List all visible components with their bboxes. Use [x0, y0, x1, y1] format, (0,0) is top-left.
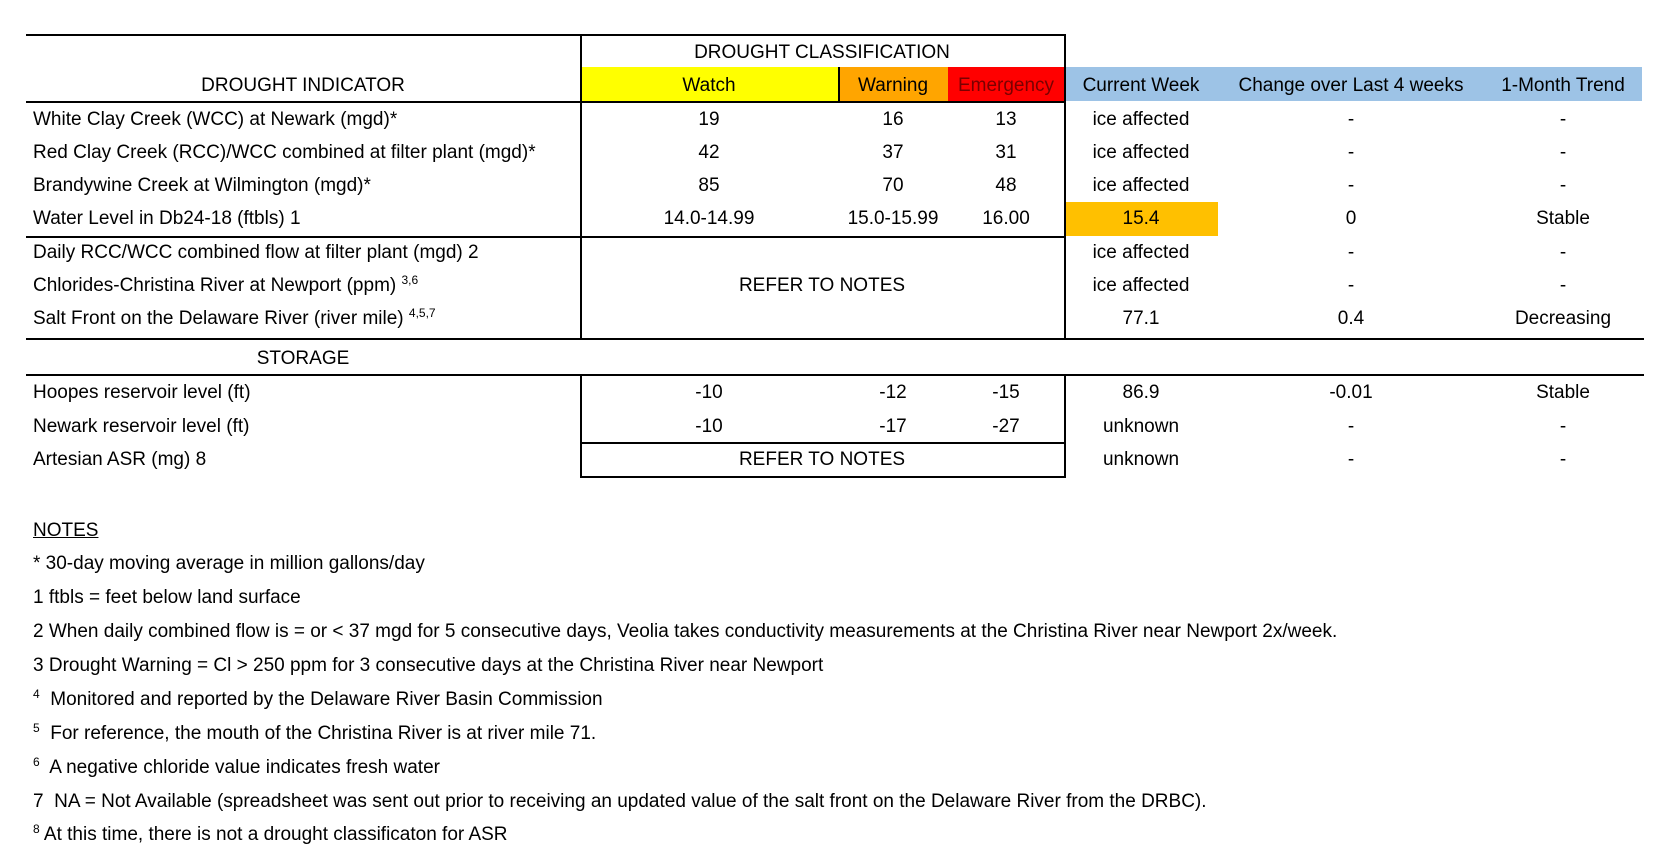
indicator-label: Brandywine Creek at Wilmington (mgd)* — [33, 175, 371, 196]
rule-asr-bottom — [580, 476, 1066, 478]
warning-value: 15.0-15.99 — [847, 208, 939, 229]
storage-label: Newark reservoir level (ft) — [33, 416, 250, 437]
rule-class-left-top — [580, 34, 582, 338]
rule-header-bottom — [26, 101, 1066, 103]
rule-class-right-top — [1064, 34, 1066, 338]
emergency-header: Emergency — [957, 75, 1055, 96]
storage-label: Hoopes reservoir level (ft) — [33, 382, 251, 403]
refer-to-notes: REFER TO NOTES — [738, 275, 906, 296]
warning-value: 37 — [882, 142, 904, 163]
current-value: unknown — [1102, 449, 1180, 470]
note-item: 3 Drought Warning = Cl > 250 ppm for 3 consecutive days at the Christina River near Newport — [33, 655, 824, 676]
rule-asr-top — [580, 442, 1066, 444]
storage-header: STORAGE — [256, 348, 350, 369]
refer-to-notes-storage: REFER TO NOTES — [738, 449, 906, 470]
trend-value: - — [1559, 242, 1567, 263]
note-item: 7 NA = Not Available (spreadsheet was sent out prior to receiving an updated value of the salt front on the Delaware River from the DRBC). — [33, 791, 1207, 812]
current-week-header: Current Week — [1082, 75, 1200, 96]
emergency-value: -27 — [992, 416, 1020, 437]
emergency-value: 48 — [995, 175, 1017, 196]
indicator-label: Daily RCC/WCC combined flow at filter plant (mgd) 2 — [33, 242, 479, 263]
watch-value: 19 — [698, 109, 720, 130]
indicator-label: Salt Front on the Delaware River (river mile) $^{4,5,7}$ — [33, 306, 436, 329]
indicator-label: White Clay Creek (WCC) at Newark (mgd)* — [33, 109, 398, 130]
change-value: -0.01 — [1329, 382, 1373, 403]
emergency-value: 13 — [995, 109, 1017, 130]
rule-watch-warning — [838, 67, 840, 101]
rule-after-salt-front — [26, 338, 1644, 340]
watch-value: 14.0-14.99 — [663, 208, 755, 229]
change-value: 0.4 — [1337, 308, 1365, 329]
rule-after-water-level — [26, 236, 1066, 238]
trend-value: - — [1559, 416, 1567, 437]
indicator-label: Water Level in Db24-18 (ftbls) 1 — [33, 208, 301, 229]
change-value: 0 — [1345, 208, 1357, 229]
watch-header: Watch — [682, 75, 736, 96]
watch-value: 42 — [698, 142, 720, 163]
trend-value: - — [1559, 142, 1567, 163]
trend-value: - — [1559, 175, 1567, 196]
watch-value: 85 — [698, 175, 720, 196]
trend-value: - — [1559, 109, 1567, 130]
change-value: - — [1347, 449, 1355, 470]
change-value: - — [1347, 175, 1355, 196]
current-value: ice affected — [1092, 275, 1190, 296]
emergency-value: 16.00 — [982, 208, 1030, 229]
watch-value: -10 — [695, 416, 723, 437]
note-item: * 30-day moving average in million gallons/day — [33, 553, 425, 574]
trend-value: Decreasing — [1514, 308, 1612, 329]
trend-value: - — [1559, 449, 1567, 470]
drought-indicator-header: DROUGHT INDICATOR — [201, 75, 405, 96]
change-value: - — [1347, 109, 1355, 130]
note-item: $^4$ Monitored and reported by the Delaware River Basin Commission — [33, 687, 603, 710]
rule-top — [26, 34, 1066, 36]
note-item: 2 When daily combined flow is = or < 37 mgd for 5 consecutive days, Veolia takes conductivity measurements at the Christina River near Newport 2x/week. — [33, 621, 1338, 642]
current-value: 77.1 — [1122, 308, 1160, 329]
note-item: $^5$ For reference, the mouth of the Christina River is at river mile 71. — [33, 721, 597, 744]
notes-title: NOTES — [33, 520, 99, 541]
watch-value: -10 — [695, 382, 723, 403]
change-value: - — [1347, 142, 1355, 163]
warning-header: Warning — [857, 75, 929, 96]
current-value: ice affected — [1092, 242, 1190, 263]
rule-class-right-storage — [1064, 374, 1066, 478]
warning-value: -12 — [879, 382, 907, 403]
note-item: $^8$ At this time, there is not a drought classificaton for ASR — [33, 822, 508, 845]
trend-value: Stable — [1536, 382, 1590, 403]
trend-header: 1-Month Trend — [1501, 75, 1625, 96]
indicator-label: Red Clay Creek (RCC)/WCC combined at filter plant (mgd)* — [33, 142, 536, 163]
warning-value: -17 — [879, 416, 907, 437]
emergency-value: 31 — [995, 142, 1017, 163]
storage-label: Artesian ASR (mg) 8 — [33, 449, 207, 470]
current-value: 86.9 — [1122, 382, 1160, 403]
warning-value: 16 — [882, 109, 904, 130]
current-value: 15.4 — [1122, 208, 1160, 229]
current-value: ice affected — [1092, 175, 1190, 196]
current-value: ice affected — [1092, 109, 1190, 130]
indicator-label: Chlorides-Christina River at Newport (ppm) $^{3,6}$ — [33, 273, 419, 296]
rule-after-storage-header — [26, 374, 1644, 376]
change-header: Change over Last 4 weeks — [1238, 75, 1464, 96]
emergency-value: -15 — [992, 382, 1020, 403]
trend-value: - — [1559, 275, 1567, 296]
warning-value: 70 — [882, 175, 904, 196]
change-value: - — [1347, 416, 1355, 437]
current-value: unknown — [1102, 416, 1180, 437]
note-item: 1 ftbls = feet below land surface — [33, 587, 301, 608]
drought-classification-header: DROUGHT CLASSIFICATION — [694, 42, 950, 63]
change-value: - — [1347, 275, 1355, 296]
change-value: - — [1347, 242, 1355, 263]
note-item: $^6$ A negative chloride value indicates fresh water — [33, 755, 440, 778]
rule-class-left-storage — [580, 374, 582, 478]
trend-value: Stable — [1536, 208, 1590, 229]
current-value: ice affected — [1092, 142, 1190, 163]
